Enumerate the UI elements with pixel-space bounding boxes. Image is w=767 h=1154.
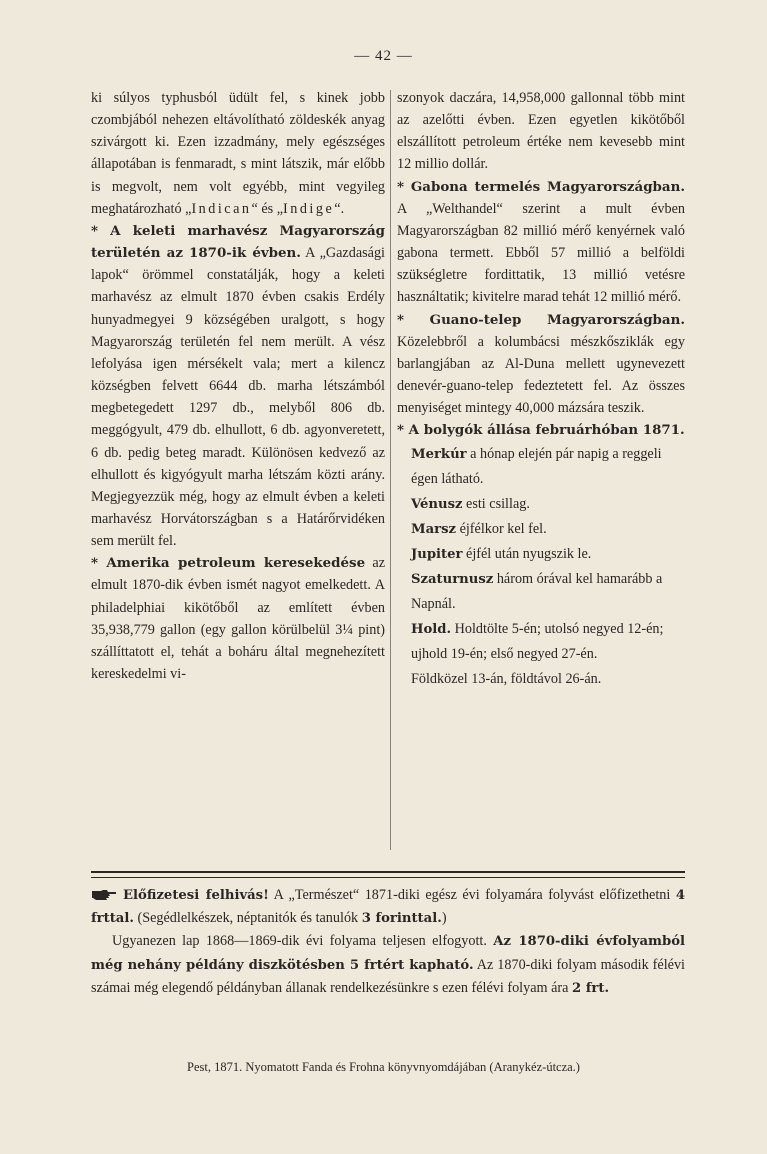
guano-article: * Guano-telep Magyarországban. Közelebbről a kolumbácsi mészkősziklák egy barlangjában az Al-Duna mellett ugynevezett denevér-guano-telep fedeztetett fel. Az összes menyiséget mintegy 40,000 mázsára teszik. [397,311,685,417]
volume-paragraph: Ugyanezen lap 1868—1869-dik évi folyama teljesen elfogyott. Az 1870-diki évfolyamból még nehány példány diszkötésben 5 frtért kapható. Az 1870-diki folyam második félévi számai még elegendő példányban állanak rendelkezésünkre s ezen félévi folyam ára 2 frt. [91,933,685,996]
petroleum-heading: * Amerika petroleum keresekedése [91,555,366,572]
planet-item: Hold. Holdtölte 5-én; utolsó negyed 12-én; ujhold 19-én; első negyed 27-én. [411,620,664,662]
page-number: — 42 — [354,48,413,64]
planets-heading: * A bolygók állása februárhóban 1871. [397,422,685,439]
printer-footer: Pest, 1871. Nyomatott Fanda és Frohna könyvnyomdájában (Aranykéz-útcza.) [187,1060,580,1074]
section-rule [91,871,685,873]
grain-article: * Gabona termelés Magyarországban. A „Welthandel“ szerint a mult évben Magyarországban 82 millió mérő kenyérnek való gabona termett. Ebből 57 millió a belföldi szükségletre fordittatik, 13 millió vetésre használtatik; kivitelre marad tehát 12 millió mérő. [397,178,685,306]
cattle-plague-heading: * A keleti marhavész Magyarország területén az 1870-ik évben. [91,222,385,262]
planet-item: Marsz éjfélkor kel fel. [411,520,547,537]
subscription-paragraph: Előfizetesi felhivás! A „Természet“ 1871-diki egész évi folyamára folyvást előfizethetni 4 frttal. (Segédlelkészek, néptanitók és tanulók 3 forinttal.) [91,887,685,927]
planet-item: Vénusz esti csillag. [411,495,530,512]
right-column [397,87,685,692]
pointing-hand-icon [91,889,117,900]
section-rule-thin [91,877,685,878]
column-divider [390,90,391,850]
perigee-line: Földközel 13-án, földtávol 26-án. [411,670,602,687]
planet-item: Jupiter éjfél után nyugszik le. [411,545,592,562]
petroleum-continued: szonyok daczára, 14,958,000 gallonnal több mint az azelőtti évben. Ezen egyetlen kikötőből elszállított petroleum értéke nem kevesebb mint 12 millio dollár. [397,90,685,173]
planet-list [397,442,685,667]
planet-item: Merkúr a hónap elején pár napig a reggeli égen látható. [411,445,662,487]
typhus-paragraph: ki súlyos typhusból üdült fel, s kinek jobb czombjából nehezen eltávolítható zöldeskék anyag szivárgott ki. Ezen izzadmány, mely egészséges állapotában is fenmaradt, s mint látszik, már előbb is megvolt, nem volt egyébb, mint vegyileg meghatározható „Indican“ és „Indige“. [91,90,385,217]
grain-heading: * Gabona termelés Magyarországban. [397,178,685,195]
left-column [91,87,385,685]
cattle-plague-article: * A keleti marhavész Magyarország területén az 1870-ik évben. A „Gazdasági lapok“ örömmel constatálják, hogy a keleti marhavész az elmult 1870 évben csakis Erdély hunyadmegyei 9 községében uralgott, s hogy Magyarország területén fel nem merült. A vész lefolyása igen mérsékelt vala; mert a kilencz községben felvett 6644 db. marha létszámból megbetegedett 1297 db., melyből 806 db. meggógyult, 479 db. elhullott, 6 db. agyonveretett, 6 db. pedig beteg maradt. Különösen kedvező az elhullott és kigyógyult marha létszám közti arány. Megjegyezzük még, hogy az elmult évben a keleti marhavész Horvátországban s a Határőrvidéken sem merült fel. [91,222,385,550]
guano-heading: * Guano-telep Magyarországban. [397,311,685,328]
planet-item: Szaturnusz három órával kel hamarább a Napnál. [411,570,663,612]
petroleum-article: * Amerika petroleum keresekedése az elmult 1870-dik évben ismét nagyot emelkedett. A philadelphiai kikötőből az említett évben 35,938,779 gallon (egy gallon körülbelül 3¼ pint) szállíttatott el, tehát a boháru által megnehezített kereskedelmi vi- [91,555,385,683]
subscription-notice [91,884,685,1000]
